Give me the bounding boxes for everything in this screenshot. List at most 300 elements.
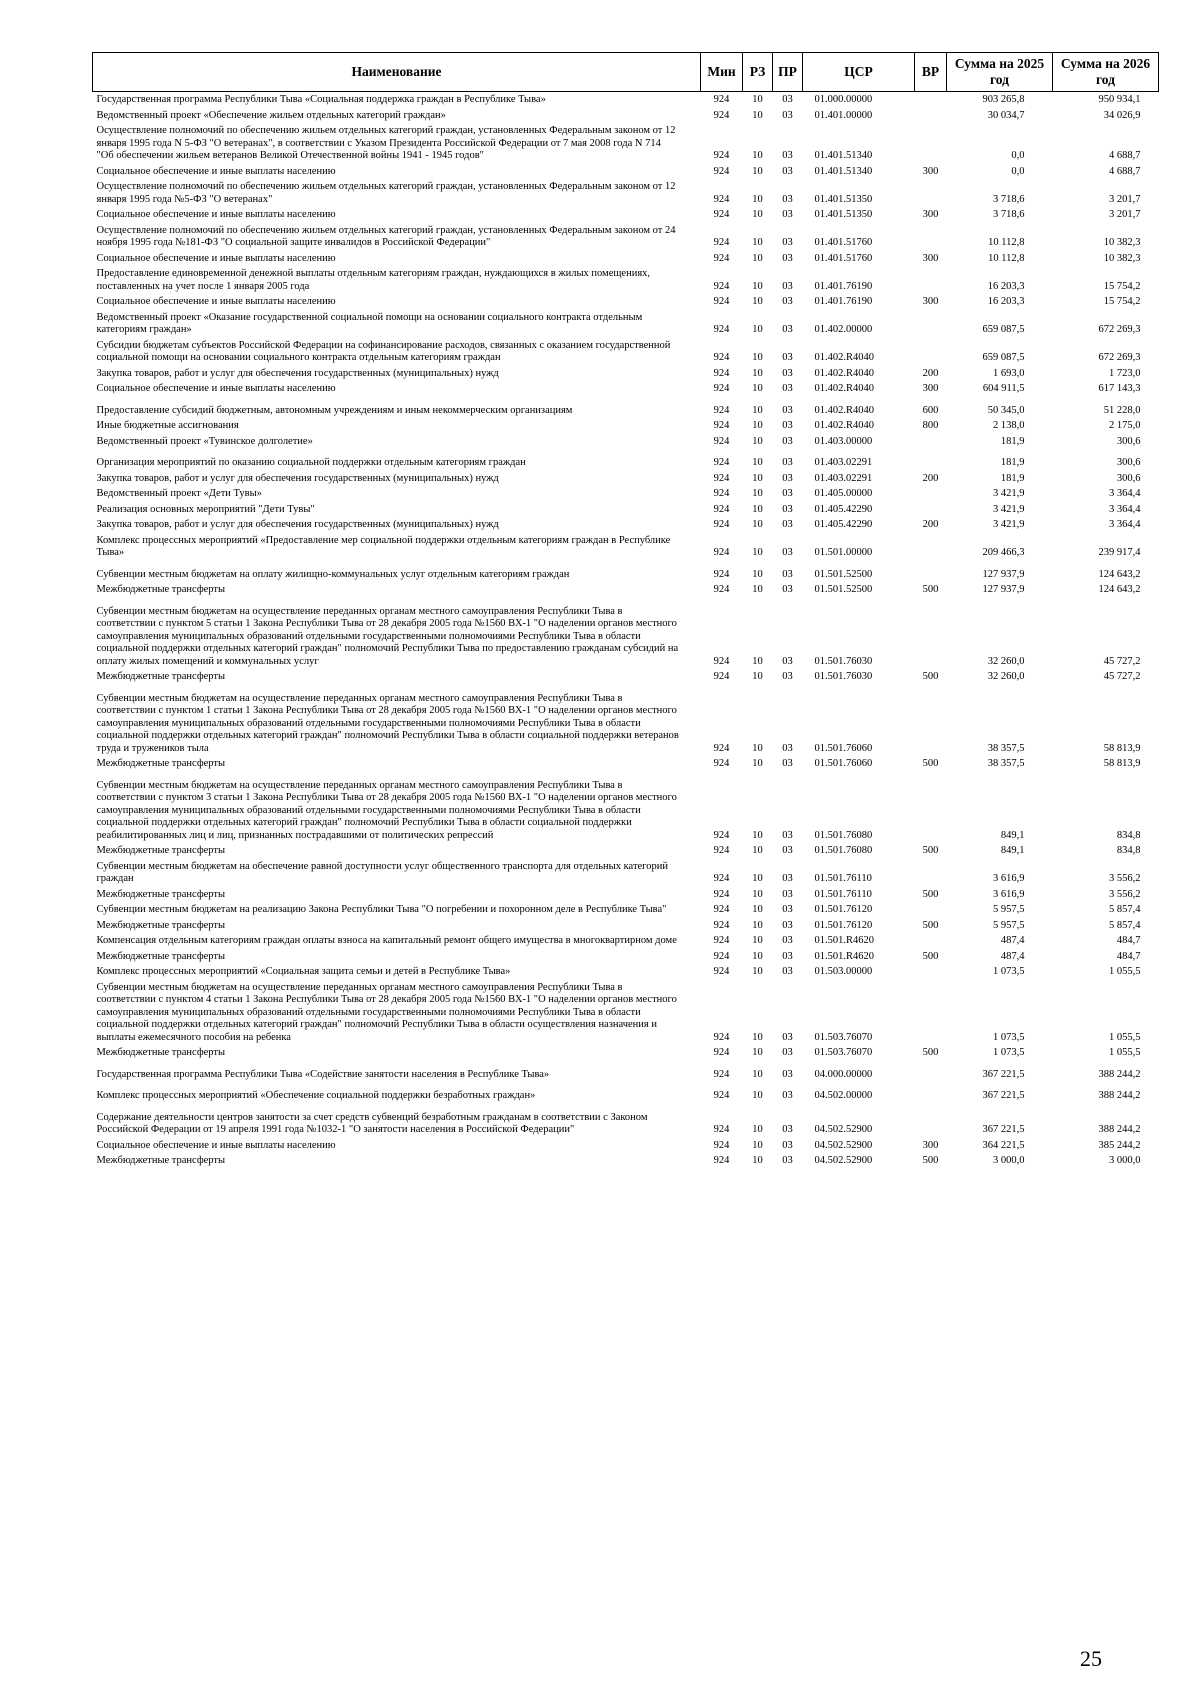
cell-vr xyxy=(915,266,947,294)
table-row xyxy=(93,1045,1159,1061)
cell-csr: 04.502.52900 xyxy=(814,1124,873,1135)
cell-sum-2026: 15 754,2 xyxy=(1103,280,1141,292)
cell-sum-2026: 10 382,3 xyxy=(1103,252,1141,264)
cell-name: Иные бюджетные ассигнования xyxy=(96,420,239,431)
cell-name: Субвенции местным бюджетам на осуществление переданных органам местного самоуправления Республики Тыва в соответствии с пунктом 1 статьи 1 Закона Республики Тыва от 28 декабря 2005 года №1560 ВХ-1 "О наделении органов местного самоуправления муниципальных образований отдельными государственными полномочиями Республики Тыва в области социальной поддержки отдельных категорий граждан" полномочий Республики Тыва в области социальной поддержки ветеранов труда и тружеников тыла xyxy=(96,692,679,754)
cell-sum-2025: 10 112,8 xyxy=(988,237,1025,248)
table-row xyxy=(93,772,1159,844)
cell-pr: 03 xyxy=(782,150,793,161)
cell-min: 924 xyxy=(713,193,730,205)
cell-name: Содержание деятельности центров занятости за счет средств субвенций безработным гражданам в соответствии с Законом Российской Федерации от 19 апреля 1991 года №1032-1 "О занятости населения в Российской Федерации" xyxy=(96,1111,648,1135)
cell-rz: 10 xyxy=(752,472,763,484)
cell-name: Субвенции местным бюджетам на осуществление переданных органам местного самоуправления Республики Тыва в соответствии с пунктом 3 статьи 1 Закона Республики Тыва от 28 декабря 2005 года №1560 ВХ-1 "О наделении органов местного самоуправления муниципальных образований отдельными государственными полномочиями Республики Тыва в области социальной поддержки отдельных категорий граждан" полномочий Республики Тыва в области социальной поддержки реабилитированных лиц и лиц, признанных пострадавшими от политических репрессий xyxy=(96,779,677,841)
cell-rz: 10 xyxy=(752,904,763,915)
cell-sum-2025: 903 265,8 xyxy=(982,94,1025,105)
header-vr: ВР xyxy=(915,53,947,92)
cell-rz: 10 xyxy=(752,252,763,264)
cell-sum-2025: 181,9 xyxy=(1000,472,1025,484)
cell-csr: 01.501.00000 xyxy=(814,547,873,558)
cell-vr xyxy=(915,108,947,124)
table-row xyxy=(93,517,1159,533)
cell-sum-2026: 1 055,5 xyxy=(1109,1047,1141,1058)
cell-vr xyxy=(915,179,947,207)
cell-sum-2026: 34 026,9 xyxy=(1103,109,1141,121)
table-row xyxy=(93,179,1159,207)
header-csr: ЦСР xyxy=(803,53,915,92)
cell-csr: 04.502.52900 xyxy=(814,1139,873,1151)
table-row xyxy=(93,669,1159,685)
cell-min: 924 xyxy=(713,383,730,394)
table-row xyxy=(93,598,1159,670)
table-row xyxy=(93,310,1159,338)
cell-sum-2025: 5 957,5 xyxy=(993,919,1025,931)
cell-min: 924 xyxy=(713,584,730,595)
cell-rz: 10 xyxy=(752,742,763,754)
cell-vr xyxy=(915,964,947,980)
cell-csr: 01.402.00000 xyxy=(814,324,873,335)
cell-sum-2026: 484,7 xyxy=(1116,935,1141,946)
cell-csr: 01.403.02291 xyxy=(814,472,873,484)
cell-name: Социальное обеспечение и иные выплаты населению xyxy=(96,209,336,220)
cell-name: Государственная программа Республики Тыва «Социальная поддержка граждан в Республике Тыва» xyxy=(96,94,546,105)
budget-table xyxy=(92,52,1159,1169)
cell-csr: 01.501.76080 xyxy=(814,829,873,841)
cell-rz: 10 xyxy=(752,568,763,580)
cell-sum-2026: 2 175,0 xyxy=(1109,420,1141,431)
cell-min: 924 xyxy=(713,547,730,558)
cell-min: 924 xyxy=(713,1047,730,1058)
cell-vr: 300 xyxy=(922,165,939,177)
cell-name: Закупка товаров, работ и услуг для обеспечения государственных (муниципальных) нужд xyxy=(96,367,499,379)
table-row xyxy=(93,843,1159,859)
cell-vr xyxy=(915,310,947,338)
cell-sum-2026: 3 556,2 xyxy=(1109,873,1141,884)
cell-name: Компенсация отдельным категориям граждан оплаты взноса на капитальный ремонт общего имущества в многоквартирном доме xyxy=(96,935,677,946)
cell-sum-2026: 124 643,2 xyxy=(1098,568,1141,580)
cell-sum-2026: 3 201,7 xyxy=(1109,193,1141,205)
cell-name: Межбюджетные трансферты xyxy=(96,845,226,856)
cell-pr: 03 xyxy=(782,950,793,962)
cell-sum-2025: 38 357,5 xyxy=(987,742,1025,754)
cell-sum-2025: 3 616,9 xyxy=(993,873,1025,884)
cell-vr: 300 xyxy=(922,1139,939,1151)
cell-name: Социальное обеспечение и иные выплаты населению xyxy=(96,165,336,177)
cell-rz: 10 xyxy=(752,829,763,841)
cell-rz: 10 xyxy=(752,950,763,962)
cell-csr: 01.501.52500 xyxy=(814,584,873,595)
cell-csr: 01.402.R4040 xyxy=(814,404,875,416)
table-row xyxy=(93,918,1159,934)
cell-vr xyxy=(915,338,947,366)
cell-csr: 01.501.76120 xyxy=(814,904,873,915)
cell-vr: 500 xyxy=(922,888,939,900)
header-sum-2025: Сумма на 2025 год xyxy=(947,53,1053,92)
cell-name: Социальное обеспечение и иные выплаты населению xyxy=(96,296,336,307)
cell-csr: 01.501.76060 xyxy=(814,758,873,769)
cell-min: 924 xyxy=(713,935,730,946)
table-row xyxy=(93,294,1159,310)
cell-csr: 01.405.42290 xyxy=(814,519,873,530)
cell-sum-2025: 1 693,0 xyxy=(993,367,1025,379)
cell-csr: 01.503.00000 xyxy=(814,966,873,977)
cell-min: 924 xyxy=(713,324,730,335)
cell-vr: 200 xyxy=(922,472,939,484)
cell-rz: 10 xyxy=(752,547,763,558)
cell-rz: 10 xyxy=(752,758,763,769)
cell-name: Межбюджетные трансферты xyxy=(96,584,226,595)
cell-rz: 10 xyxy=(752,352,763,363)
cell-sum-2025: 10 112,8 xyxy=(988,252,1025,264)
header-name: Наименование xyxy=(93,53,701,92)
cell-vr: 500 xyxy=(922,1047,939,1058)
cell-sum-2026: 3 364,4 xyxy=(1109,519,1141,530)
cell-sum-2026: 388 244,2 xyxy=(1098,1068,1141,1080)
cell-sum-2026: 3 556,2 xyxy=(1109,888,1141,900)
cell-csr: 01.401.51760 xyxy=(814,252,873,264)
cell-vr xyxy=(915,1104,947,1138)
cell-csr: 01.401.51350 xyxy=(814,193,873,205)
cell-pr: 03 xyxy=(782,1124,793,1135)
cell-rz: 10 xyxy=(752,165,763,177)
cell-sum-2025: 367 221,5 xyxy=(982,1090,1025,1101)
cell-min: 924 xyxy=(713,94,730,105)
cell-sum-2025: 50 345,0 xyxy=(987,404,1025,416)
cell-sum-2026: 51 228,0 xyxy=(1103,404,1141,416)
cell-name: Субвенции местным бюджетам на реализацию Закона Республики Тыва "О погребении и похоронном деле в Республике Тыва" xyxy=(96,904,667,915)
cell-pr: 03 xyxy=(782,1031,793,1043)
cell-csr: 01.501.76060 xyxy=(814,742,873,754)
cell-pr: 03 xyxy=(782,237,793,248)
cell-csr: 01.401.76190 xyxy=(814,280,873,292)
table-row xyxy=(93,338,1159,366)
cell-csr: 01.401.51340 xyxy=(814,165,873,177)
cell-sum-2025: 487,4 xyxy=(1000,950,1025,962)
cell-csr: 01.503.76070 xyxy=(814,1047,873,1058)
cell-pr: 03 xyxy=(782,742,793,754)
cell-sum-2025: 3 718,6 xyxy=(993,193,1025,205)
cell-pr: 03 xyxy=(782,966,793,977)
cell-rz: 10 xyxy=(752,873,763,884)
cell-sum-2025: 3 718,6 xyxy=(993,209,1025,220)
cell-sum-2026: 1 055,5 xyxy=(1109,966,1141,977)
cell-name: Социальное обеспечение и иные выплаты населению xyxy=(96,1139,336,1151)
table-row xyxy=(93,1153,1159,1169)
cell-csr: 01.401.51760 xyxy=(814,237,873,248)
cell-min: 924 xyxy=(713,237,730,248)
table-row xyxy=(93,1082,1159,1104)
cell-min: 924 xyxy=(713,404,730,416)
cell-name: Субвенции местным бюджетам на обеспечение равной доступности услуг общественного транспорта для отдельных категорий граждан xyxy=(96,860,668,884)
cell-pr: 03 xyxy=(782,829,793,841)
cell-pr: 03 xyxy=(782,1155,793,1166)
cell-pr: 03 xyxy=(782,193,793,205)
cell-name: Межбюджетные трансферты xyxy=(96,919,226,931)
cell-rz: 10 xyxy=(752,584,763,595)
cell-sum-2025: 30 034,7 xyxy=(987,109,1025,121)
cell-min: 924 xyxy=(713,742,730,754)
cell-vr: 300 xyxy=(922,209,939,220)
cell-pr: 03 xyxy=(782,758,793,769)
cell-csr: 01.501.R4620 xyxy=(814,950,875,962)
cell-min: 924 xyxy=(713,1155,730,1166)
cell-csr: 01.402.R4040 xyxy=(814,383,875,394)
cell-sum-2025: 32 260,0 xyxy=(987,671,1025,682)
cell-min: 924 xyxy=(713,966,730,977)
cell-name: Ведомственный проект «Тувинское долголетие» xyxy=(96,435,313,447)
cell-csr: 01.501.76030 xyxy=(814,655,873,667)
cell-rz: 10 xyxy=(752,655,763,667)
cell-vr: 500 xyxy=(922,845,939,856)
cell-min: 924 xyxy=(713,109,730,121)
cell-min: 924 xyxy=(713,1124,730,1135)
cell-pr: 03 xyxy=(782,324,793,335)
cell-min: 924 xyxy=(713,352,730,363)
cell-min: 924 xyxy=(713,1068,730,1080)
cell-sum-2025: 367 221,5 xyxy=(982,1124,1025,1135)
cell-sum-2025: 0,0 xyxy=(1011,150,1025,161)
cell-name: Межбюджетные трансферты xyxy=(96,671,226,682)
cell-sum-2026: 388 244,2 xyxy=(1098,1090,1141,1101)
cell-rz: 10 xyxy=(752,457,763,468)
cell-vr xyxy=(915,434,947,450)
cell-csr: 01.501.76080 xyxy=(814,845,873,856)
cell-csr: 01.401.51340 xyxy=(814,150,873,161)
cell-csr: 01.501.76110 xyxy=(814,873,872,884)
cell-pr: 03 xyxy=(782,1068,793,1080)
cell-sum-2026: 385 244,2 xyxy=(1098,1139,1141,1151)
cell-csr: 04.502.00000 xyxy=(814,1090,873,1101)
cell-vr: 800 xyxy=(922,420,939,431)
cell-rz: 10 xyxy=(752,1090,763,1101)
table-row xyxy=(93,449,1159,471)
cell-vr xyxy=(915,902,947,918)
cell-rz: 10 xyxy=(752,150,763,161)
cell-pr: 03 xyxy=(782,435,793,447)
cell-rz: 10 xyxy=(752,488,763,499)
cell-vr: 300 xyxy=(922,296,939,307)
cell-vr xyxy=(915,980,947,1046)
cell-vr: 500 xyxy=(922,1155,939,1166)
cell-pr: 03 xyxy=(782,94,793,105)
header-rz: РЗ xyxy=(743,53,773,92)
cell-pr: 03 xyxy=(782,296,793,307)
cell-min: 924 xyxy=(713,888,730,900)
cell-sum-2025: 127 937,9 xyxy=(982,584,1025,595)
cell-sum-2025: 181,9 xyxy=(1000,435,1025,447)
cell-sum-2025: 3 421,9 xyxy=(993,488,1025,499)
cell-name: Межбюджетные трансферты xyxy=(96,950,226,962)
cell-rz: 10 xyxy=(752,966,763,977)
cell-pr: 03 xyxy=(782,655,793,667)
cell-rz: 10 xyxy=(752,1124,763,1135)
cell-pr: 03 xyxy=(782,352,793,363)
cell-vr xyxy=(915,561,947,583)
cell-vr xyxy=(915,859,947,887)
cell-sum-2026: 300,6 xyxy=(1116,457,1141,468)
table-row xyxy=(93,434,1159,450)
cell-rz: 10 xyxy=(752,919,763,931)
cell-min: 924 xyxy=(713,209,730,220)
cell-sum-2025: 604 911,5 xyxy=(982,383,1025,394)
cell-sum-2026: 300,6 xyxy=(1116,435,1141,447)
table-row xyxy=(93,887,1159,903)
cell-sum-2026: 4 688,7 xyxy=(1109,150,1141,161)
table-row xyxy=(93,397,1159,419)
table-row xyxy=(93,502,1159,518)
cell-vr xyxy=(915,449,947,471)
page-number: 25 xyxy=(1080,1646,1102,1671)
cell-min: 924 xyxy=(713,280,730,292)
table-row xyxy=(93,964,1159,980)
cell-name: Комплекс процессных мероприятий «Социальная защита семьи и детей в Республике Тыва» xyxy=(96,966,511,977)
cell-sum-2026: 672 269,3 xyxy=(1098,352,1141,363)
cell-sum-2026: 45 727,2 xyxy=(1103,671,1141,682)
cell-min: 924 xyxy=(713,845,730,856)
cell-rz: 10 xyxy=(752,209,763,220)
cell-vr: 200 xyxy=(922,519,939,530)
cell-min: 924 xyxy=(713,519,730,530)
cell-vr: 200 xyxy=(922,367,939,379)
cell-min: 924 xyxy=(713,296,730,307)
table-body xyxy=(93,92,1159,1169)
cell-min: 924 xyxy=(713,758,730,769)
cell-sum-2026: 3 364,4 xyxy=(1109,503,1141,515)
table-row xyxy=(93,207,1159,223)
cell-pr: 03 xyxy=(782,935,793,946)
table-row xyxy=(93,756,1159,772)
cell-vr xyxy=(915,933,947,949)
cell-min: 924 xyxy=(713,150,730,161)
cell-sum-2026: 124 643,2 xyxy=(1098,584,1141,595)
cell-min: 924 xyxy=(713,1139,730,1151)
cell-min: 924 xyxy=(713,1090,730,1101)
cell-csr: 01.501.76030 xyxy=(814,671,873,682)
cell-sum-2026: 5 857,4 xyxy=(1109,919,1141,931)
cell-vr xyxy=(915,486,947,502)
cell-sum-2025: 3 421,9 xyxy=(993,519,1025,530)
table-row xyxy=(93,92,1159,108)
cell-name: Государственная программа Республики Тыва «Содействие занятости населения в Республике Тыва» xyxy=(96,1068,550,1080)
cell-vr xyxy=(915,772,947,844)
cell-sum-2026: 484,7 xyxy=(1116,950,1141,962)
cell-sum-2025: 0,0 xyxy=(1011,165,1025,177)
cell-vr xyxy=(915,1082,947,1104)
cell-rz: 10 xyxy=(752,280,763,292)
cell-rz: 10 xyxy=(752,503,763,515)
cell-sum-2025: 209 466,3 xyxy=(982,547,1025,558)
table-row xyxy=(93,251,1159,267)
cell-csr: 01.501.76110 xyxy=(814,888,872,900)
header-min: Мин xyxy=(701,53,743,92)
cell-sum-2025: 487,4 xyxy=(1000,935,1025,946)
cell-pr: 03 xyxy=(782,457,793,468)
cell-sum-2025: 1 073,5 xyxy=(993,1047,1025,1058)
table-row xyxy=(93,902,1159,918)
cell-min: 924 xyxy=(713,165,730,177)
cell-pr: 03 xyxy=(782,845,793,856)
cell-sum-2026: 45 727,2 xyxy=(1103,655,1141,667)
cell-min: 924 xyxy=(713,568,730,580)
cell-pr: 03 xyxy=(782,519,793,530)
cell-name: Ведомственный проект «Обеспечение жильем отдельных категорий граждан» xyxy=(96,109,446,121)
cell-vr: 500 xyxy=(922,919,939,931)
cell-min: 924 xyxy=(713,420,730,431)
cell-min: 924 xyxy=(713,1031,730,1043)
cell-sum-2025: 849,1 xyxy=(1000,845,1025,856)
cell-name: Осуществление полномочий по обеспечению жильем отдельных категорий граждан, установленных Федеральным законом от 12 января 1995 года N 5-ФЗ "О ветеранах", в соответствии с Указом Президента Российской Федерации от 7 мая 2008 года N 714 "Об обеспечении жильем ветеранов Великой Отечественной войны 1941 - 1945 годов" xyxy=(96,125,676,161)
cell-name: Межбюджетные трансферты xyxy=(96,1047,226,1058)
cell-min: 924 xyxy=(713,655,730,667)
table-row xyxy=(93,164,1159,180)
cell-sum-2026: 300,6 xyxy=(1116,472,1141,484)
cell-pr: 03 xyxy=(782,904,793,915)
cell-pr: 03 xyxy=(782,888,793,900)
cell-name: Организация мероприятий по оказанию социальной поддержки отдельным категориям граждан xyxy=(96,457,526,468)
cell-pr: 03 xyxy=(782,383,793,394)
cell-sum-2026: 239 917,4 xyxy=(1098,547,1141,558)
cell-name: Ведомственный проект «Оказание государственной социальной помощи на основании социального контракта отдельным категориям граждан» xyxy=(96,311,643,335)
table-row xyxy=(93,381,1159,397)
cell-sum-2026: 617 143,3 xyxy=(1098,383,1141,394)
cell-rz: 10 xyxy=(752,519,763,530)
table-row xyxy=(93,685,1159,757)
cell-csr: 01.501.R4620 xyxy=(814,935,875,946)
cell-sum-2026: 58 813,9 xyxy=(1103,742,1141,754)
cell-sum-2026: 10 382,3 xyxy=(1103,237,1141,248)
cell-pr: 03 xyxy=(782,209,793,220)
cell-rz: 10 xyxy=(752,845,763,856)
cell-name: Субвенции местным бюджетам на оплату жилищно-коммунальных услуг отдельным категориям граждан xyxy=(96,568,570,580)
cell-rz: 10 xyxy=(752,435,763,447)
cell-csr: 04.000.00000 xyxy=(814,1068,873,1080)
cell-vr: 500 xyxy=(922,671,939,682)
cell-pr: 03 xyxy=(782,252,793,264)
table-row xyxy=(93,1138,1159,1154)
cell-sum-2025: 5 957,5 xyxy=(993,904,1025,915)
cell-sum-2025: 3 000,0 xyxy=(993,1155,1025,1166)
cell-sum-2025: 38 357,5 xyxy=(987,758,1025,769)
cell-name: Предоставление единовременной денежной выплаты отдельным категориям граждан, нуждающихся в жилых помещениях, поставленных на учет после 1 января 2005 года xyxy=(96,268,651,292)
table-row xyxy=(93,933,1159,949)
cell-name: Комплекс процессных мероприятий «Предоставление мер социальной поддержки отдельным категориям граждан в Республике Тыва» xyxy=(96,534,671,558)
cell-min: 924 xyxy=(713,873,730,884)
cell-sum-2025: 1 073,5 xyxy=(993,1031,1025,1043)
cell-pr: 03 xyxy=(782,404,793,416)
cell-min: 924 xyxy=(713,488,730,499)
cell-pr: 03 xyxy=(782,671,793,682)
cell-sum-2026: 15 754,2 xyxy=(1103,296,1141,307)
cell-pr: 03 xyxy=(782,165,793,177)
cell-min: 924 xyxy=(713,457,730,468)
cell-sum-2026: 834,8 xyxy=(1116,829,1141,841)
cell-pr: 03 xyxy=(782,488,793,499)
cell-pr: 03 xyxy=(782,1139,793,1151)
cell-rz: 10 xyxy=(752,367,763,379)
header-sum-2026: Сумма на 2026 год xyxy=(1053,53,1159,92)
cell-sum-2026: 388 244,2 xyxy=(1098,1124,1141,1135)
header-pr: ПР xyxy=(773,53,803,92)
cell-min: 924 xyxy=(713,671,730,682)
cell-csr: 01.403.00000 xyxy=(814,435,873,447)
cell-csr: 01.401.00000 xyxy=(814,109,873,121)
cell-sum-2026: 1 055,5 xyxy=(1109,1031,1141,1043)
cell-name: Социальное обеспечение и иные выплаты населению xyxy=(96,383,336,394)
cell-vr xyxy=(915,502,947,518)
cell-rz: 10 xyxy=(752,935,763,946)
cell-sum-2026: 834,8 xyxy=(1116,845,1141,856)
cell-rz: 10 xyxy=(752,237,763,248)
cell-rz: 10 xyxy=(752,296,763,307)
